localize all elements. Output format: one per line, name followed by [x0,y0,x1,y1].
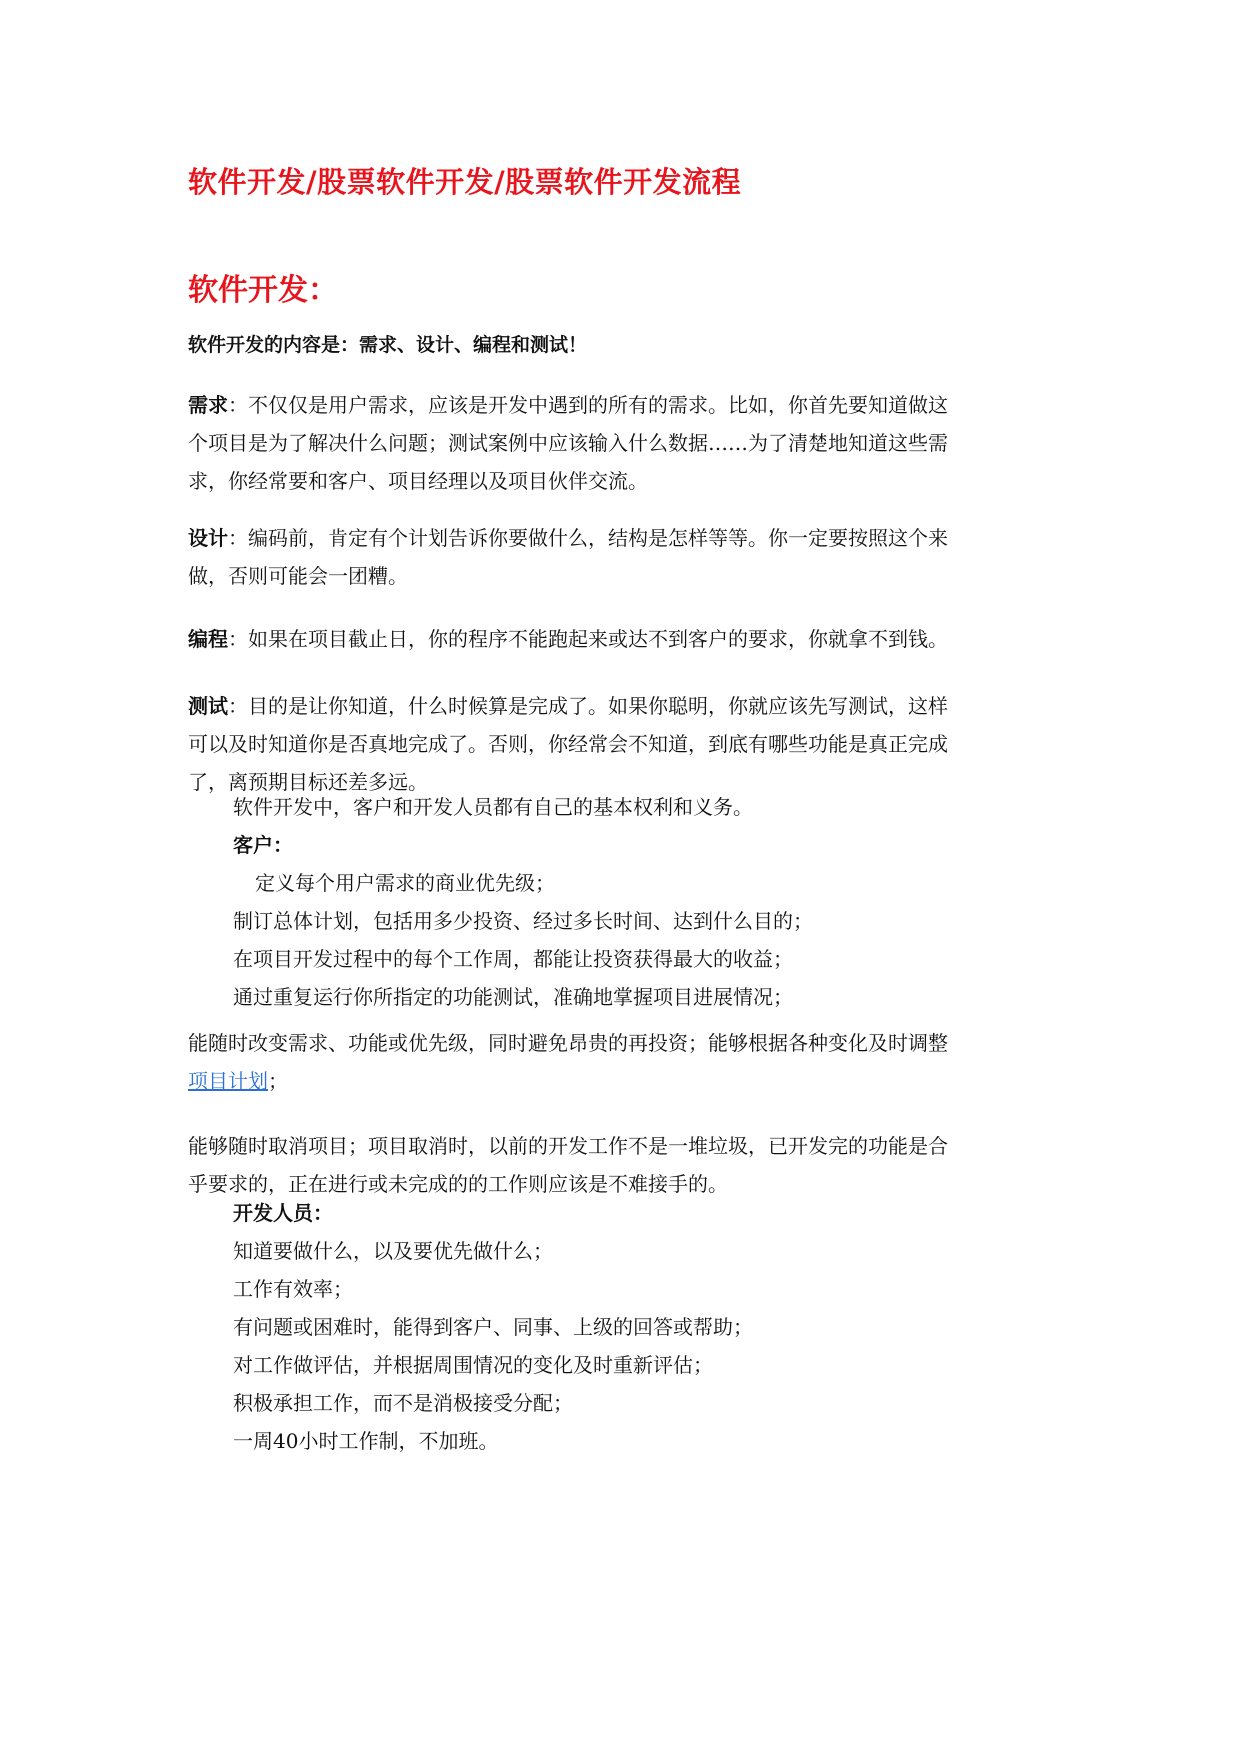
developer-item: 对工作做评估，并根据周围情况的变化及时重新评估； [233,1353,713,1377]
developer-item: 知道要做什么，以及要优先做什么； [233,1239,553,1263]
requirements-label: 需求 [188,393,228,417]
change-paragraph [188,1024,1058,1100]
cancel-line-2: 乎要求的，正在进行或未完成的的工作则应该是不难接手的。 [188,1172,728,1196]
testing-line-2: 可以及时知道你是否真地完成了。否则，你经常会不知道，到底有哪些功能是真正完成 [188,732,948,756]
project-plan-link[interactable]: 项目计划 [188,1069,268,1093]
coding-label: 编程 [188,627,228,651]
requirements-paragraph [188,386,1058,500]
testing-line-1: 测试：目的是让你知道，什么时候算是完成了。如果你聪明，你就应该先写测试，这样 [188,694,948,718]
section-heading: 软件开发： [188,273,338,308]
design-line-2: 做，否则可能会一团糟。 [188,564,408,588]
design-label: 设计 [188,526,228,550]
change-line-2: 项目计划； [188,1069,288,1093]
developer-item: 一周40小时工作制，不加班。 [233,1429,499,1453]
developer-section [233,1194,1103,1460]
testing-label: 测试 [188,694,228,718]
requirements-line-2: 个项目是为了解决什么问题；测试案例中应该输入什么数据……为了清楚地知道这些需 [188,431,948,455]
requirements-line-1: 需求：不仅仅是用户需求，应该是开发中遇到的所有的需求。比如，你首先要知道做这 [188,393,948,417]
cancel-paragraph [188,1127,1058,1203]
customer-item: 通过重复运行你所指定的功能测试，准确地掌握项目进展情况； [233,985,793,1009]
customer-heading: 客户： [233,833,293,857]
developer-heading: 开发人员： [233,1201,333,1225]
testing-paragraph [188,687,1058,801]
coding-line-1: 编程：如果在项目截止日，你的程序不能跑起来或达不到客户的要求，你就拿不到钱。 [188,627,948,651]
rights-intro: 软件开发中，客户和开发人员都有自己的基本权利和义务。 [233,795,753,819]
design-paragraph [188,519,1058,595]
design-line-1: 设计：编码前，肯定有个计划告诉你要做什么，结构是怎样等等。你一定要按照这个来 [188,526,948,550]
developer-item: 有问题或困难时，能得到客户、同事、上级的回答或帮助； [233,1315,753,1339]
developer-item: 工作有效率； [233,1277,353,1301]
developer-item: 积极承担工作，而不是消极接受分配； [233,1391,573,1415]
customer-item: 在项目开发过程中的每个工作周，都能让投资获得最大的收益； [233,947,793,971]
cancel-line-1: 能够随时取消项目；项目取消时，以前的开发工作不是一堆垃圾，已开发完的功能是合 [188,1134,948,1158]
coding-paragraph [188,620,1058,658]
customer-item: 制订总体计划，包括用多少投资、经过多长时间、达到什么目的； [233,909,813,933]
customer-item: 定义每个用户需求的商业优先级； [255,871,555,895]
change-line-1: 能随时改变需求、功能或优先级，同时避免昂贵的再投资；能够根据各种变化及时调整 [188,1031,948,1055]
customer-item-list [233,902,1103,1016]
document-title: 软件开发/股票软件开发/股票软件开发流程 [188,165,742,199]
lead-sentence: 软件开发的内容是：需求、设计、编程和测试！ [188,334,588,356]
requirements-line-3: 求，你经常要和客户、项目经理以及项目伙伴交流。 [188,469,648,493]
testing-line-3: 了，离预期目标还差多远。 [188,770,428,794]
